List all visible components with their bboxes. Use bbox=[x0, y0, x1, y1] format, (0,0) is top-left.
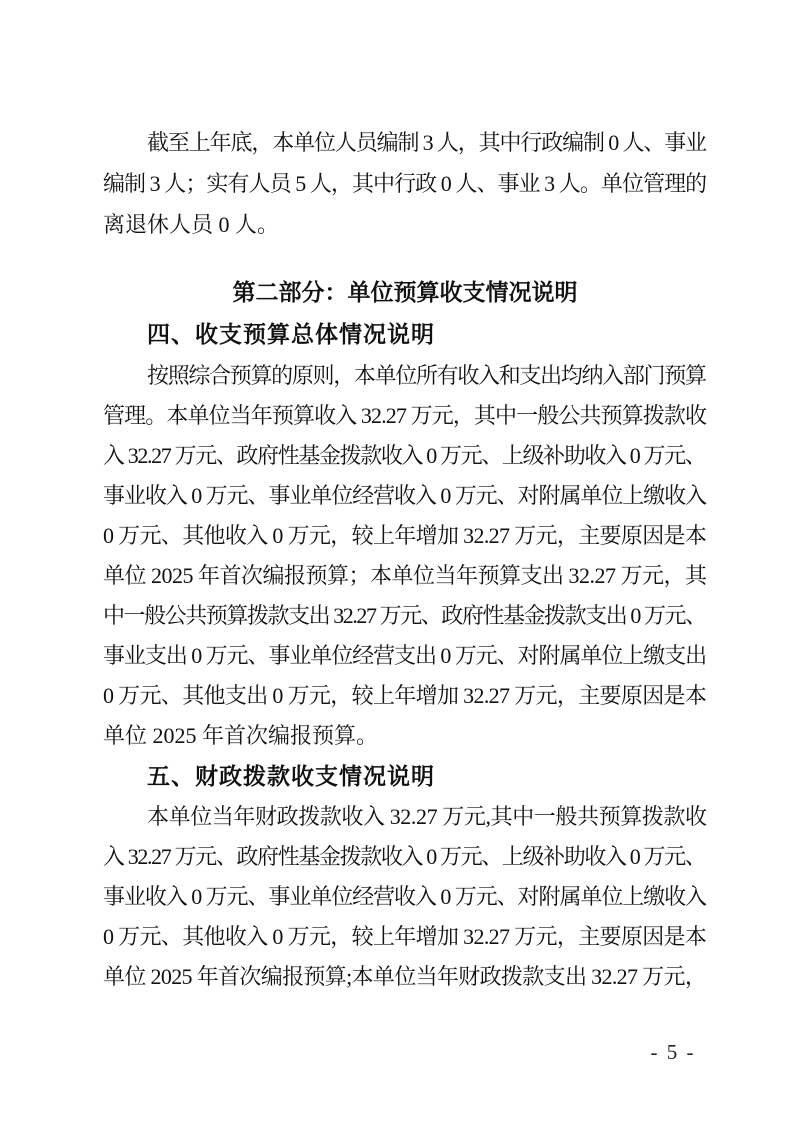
paragraph-line bbox=[103, 163, 707, 204]
paragraph-line bbox=[103, 716, 707, 756]
paragraph-line-text: 0 万元、其他支出 0 万元，较上年增加 32.27 万元，主要原因是本 bbox=[103, 683, 707, 708]
paragraph-fiscal-appropriation bbox=[103, 797, 707, 997]
paragraph-line-text: 入 32.27 万元、政府性基金拨款收入 0 万元、上级补助收入 0 万元、 bbox=[103, 443, 706, 468]
paragraph-line bbox=[103, 476, 707, 516]
paragraph-line bbox=[103, 797, 707, 837]
paragraph-line-text: 单位 2025 年首次编报预算;本单位当年财政拨款支出 32.27 万元， bbox=[103, 964, 707, 989]
paragraph-overall-budget bbox=[103, 356, 707, 756]
paragraph-line bbox=[103, 122, 707, 163]
paragraph-line bbox=[103, 917, 707, 957]
paragraph-line bbox=[103, 676, 707, 716]
paragraph-line bbox=[103, 957, 707, 997]
page-number-text: - 5 - bbox=[650, 1040, 696, 1064]
paragraph-line-text: 0 万元、其他收入 0 万元，较上年增加 32.27 万元，主要原因是本 bbox=[103, 924, 707, 949]
section-heading-5-text: 五、财政拨款收支情况说明 bbox=[147, 763, 435, 789]
section-heading-5 bbox=[103, 755, 707, 797]
page-number bbox=[630, 1040, 716, 1065]
paragraph-staffing bbox=[103, 122, 707, 245]
paragraph-line bbox=[103, 556, 707, 596]
paragraph-line bbox=[103, 596, 707, 636]
paragraph-line-text: 截至上年底，本单位人员编制 3 人，其中行政编制 0 人、事业 bbox=[147, 130, 706, 155]
paragraph-line-text: 编制 3 人；实有人员 5 人，其中行政 0 人、事业 3 人。单位管理的 bbox=[103, 171, 707, 196]
paragraph-line-text: 入 32.27 万元、政府性基金拨款收入 0 万元、上级补助收入 0 万元、 bbox=[103, 844, 706, 869]
paragraph-line-text: 管理。本单位当年预算收入 32.27 万元，其中一般公共预算拨款收 bbox=[103, 403, 707, 428]
section-heading-4 bbox=[103, 313, 707, 355]
paragraph-line bbox=[103, 877, 707, 917]
paragraph-line-text: 事业支出 0 万元、事业单位经营支出 0 万元、对附属单位上缴支出 bbox=[103, 643, 707, 668]
paragraph-line bbox=[103, 204, 707, 245]
section-heading-4-text: 四、收支预算总体情况说明 bbox=[147, 321, 435, 347]
paragraph-line-text: 单位 2025 年首次编报预算。 bbox=[103, 723, 379, 748]
part2-heading-text: 第二部分：单位预算收支情况说明 bbox=[232, 280, 578, 305]
paragraph-line bbox=[103, 837, 707, 877]
paragraph-line bbox=[103, 516, 707, 556]
paragraph-line bbox=[103, 356, 707, 396]
paragraph-line-text: 事业收入 0 万元、事业单位经营收入 0 万元、对附属单位上缴收入 bbox=[103, 884, 707, 909]
paragraph-line bbox=[103, 636, 707, 676]
paragraph-line-text: 单位 2025 年首次编报预算；本单位当年预算支出 32.27 万元，其 bbox=[103, 563, 707, 588]
paragraph-line-text: 本单位当年财政拨款收入 32.27 万元,其中一般共预算拨款收 bbox=[147, 804, 707, 829]
paragraph-line-text: 按照综合预算的原则，本单位所有收入和支出均纳入部门预算 bbox=[147, 363, 706, 388]
paragraph-line-text: 离退休人员 0 人。 bbox=[103, 212, 280, 237]
part2-heading bbox=[103, 272, 707, 314]
paragraph-line-text: 中一般公共预算拨款支出 32.27 万元、政府性基金拨款支出 0 万元、 bbox=[103, 603, 706, 628]
paragraph-line-text: 事业收入 0 万元、事业单位经营收入 0 万元、对附属单位上缴收入 bbox=[103, 483, 707, 508]
paragraph-line bbox=[103, 396, 707, 436]
paragraph-line bbox=[103, 436, 707, 476]
paragraph-line-text: 0 万元、其他收入 0 万元，较上年增加 32.27 万元，主要原因是本 bbox=[103, 523, 707, 548]
